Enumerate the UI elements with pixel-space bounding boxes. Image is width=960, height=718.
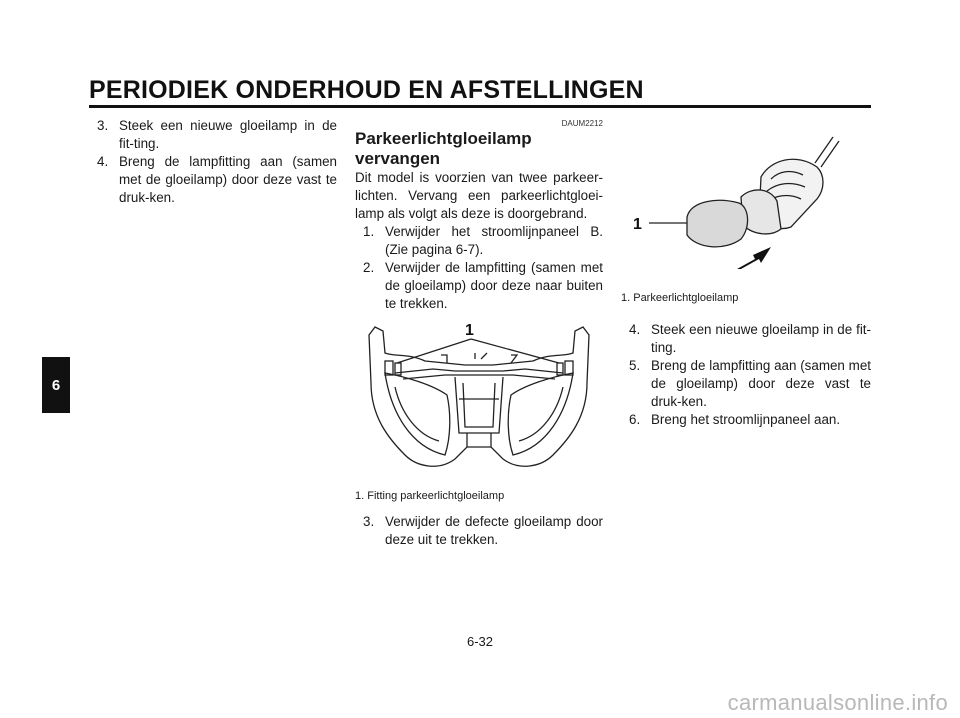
document-code: DAUM2212 [561, 119, 603, 128]
section-heading: Parkeerlichtgloeilamp vervangen [355, 129, 532, 168]
step-number: 5. [629, 358, 641, 373]
step-text: Breng de lampfitting aan (samen met de gloeilamp) door deze vast te druk-ken. [651, 358, 871, 409]
list-item [355, 259, 603, 313]
step-text: Verwijder de defecte gloeilamp door deze uit te trekken. [385, 514, 603, 547]
list-item [89, 153, 337, 207]
list-item [621, 411, 871, 429]
headlight-assembly-illustration [355, 313, 603, 481]
step-text: Verwijder het stroomlijnpaneel B. (Zie pagina 6-7). [385, 224, 603, 257]
chapter-tab: 6 [42, 357, 70, 413]
step-number: 3. [363, 514, 375, 529]
step-list [355, 223, 603, 313]
list-item [355, 513, 603, 549]
figure-caption: 1. Fitting parkeerlichtgloeilamp [355, 490, 505, 502]
intro-paragraph: Dit model is voorzien van twee parkeer-lichten. Vervang een parkeerlichtgloei-lamp als volgt als deze is doorgebrand. [355, 170, 603, 221]
step-number: 3. [97, 118, 109, 133]
list-item [355, 223, 603, 259]
step-number: 4. [97, 154, 109, 169]
page-title: PERIODIEK ONDERHOUD EN AFSTELLINGEN [89, 76, 644, 104]
list-item [621, 321, 871, 357]
step-text: Breng de lampfitting aan (samen met de gloeilamp) door deze vast te druk-ken. [119, 154, 337, 205]
step-list [621, 321, 871, 429]
figure-caption: 1. Parkeerlichtgloeilamp [621, 292, 739, 304]
step-number: 1. [363, 224, 375, 239]
step-list [355, 513, 603, 549]
step-list [89, 117, 337, 207]
list-item [621, 357, 871, 411]
column-left [89, 117, 337, 207]
column-right [621, 117, 871, 429]
list-item [89, 117, 337, 153]
figure-callout: 1 [465, 322, 474, 339]
figure-callout: 1 [633, 216, 642, 233]
step-text: Verwijder de lampfitting (samen met de gloeilamp) door deze naar buiten te trekken. [385, 260, 603, 311]
column-middle [355, 117, 603, 549]
step-number: 6. [629, 412, 641, 427]
step-text: Breng het stroomlijnpaneel aan. [651, 412, 841, 427]
step-text: Steek een nieuwe gloeilamp in de fit-ting. [119, 118, 337, 151]
title-divider [89, 105, 871, 108]
watermark: carmanualsonline.info [727, 690, 948, 715]
page-number: 6-32 [466, 634, 494, 649]
step-text: Steek een nieuwe gloeilamp in de fit-ting. [651, 322, 871, 355]
step-number: 2. [363, 260, 375, 275]
step-number: 4. [629, 322, 641, 337]
bulb-illustration [621, 117, 871, 287]
